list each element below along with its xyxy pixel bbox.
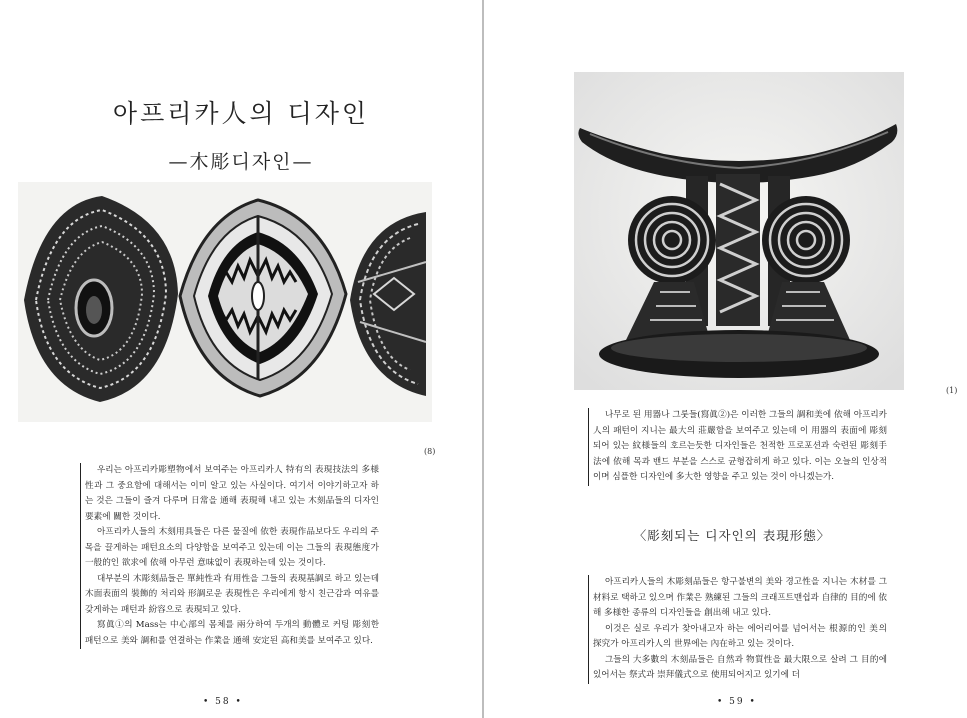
paragraph: 아프리카人들의 木彫刻品들은 항구불변의 美와 경고性을 지니는 木材를 그 材料로 택하고 있으며 作業은 熟練된 그들의 크래프트맨쉽과 自律的 目的에 依해 多様한 종류의 디자인들을 創出해 내고 있다. [593, 577, 887, 618]
paragraph: 이것은 실로 우리가 찾아내고자 하는 에어리어를 넘어서는 根源的인 美의 探究가 아프리카人의 世界에는 內在하고 있는 것이다. [593, 623, 887, 649]
figure-label: (8) [424, 447, 436, 456]
page-number: • 59 • [717, 697, 757, 707]
section-heading: 〈彫刻되는 디자인의 表現形態〉 [633, 528, 831, 543]
photo-carved-headrest [574, 72, 904, 390]
photo-carved-shields [18, 182, 432, 422]
paragraph: 아프리카人들의 木刻用具들은 다른 물질에 依한 表現作品보다도 우리의 주목을 끌게하는 패턴요소의 다양함을 보여주고 있는데 이는 그들의 表現態度가 一般的인 欲求에 依해 아무런 意味없이 表現하는데 있는 것이다. [85, 527, 379, 568]
concentric-disc-left-icon [628, 196, 716, 284]
shield-right-icon [350, 212, 426, 396]
article-title: 아프리카人의 디자인 [112, 99, 370, 128]
concentric-disc-right-icon [762, 196, 850, 284]
paragraph: 나무로 된 用器나 그룻들(寫眞②)은 이러한 그들의 調和美에 依해 아프리카人의 패턴이 지니는 最大의 莊嚴함을 보여주고 있는데 이 用器의 表面에 彫刻되어 있는 紋様들의 호르는듯한 디자인들은 천적한 프로포션과 숙련된 彫刻手法에 依해 목과 밴드 부분을 스스로 균형잡히게 하고 있다. 이는 오늘의 인상적이며 심플한 디자인에 多大한 영향을 주고 있는 것이 아니겠는가. [593, 410, 887, 482]
right-body-text [588, 575, 887, 684]
figure-label: (1) [946, 386, 958, 395]
headrest-illustration [574, 72, 904, 390]
shield-center-icon [180, 200, 346, 396]
zigzag-column-icon [716, 174, 760, 326]
carved-shields-illustration [18, 182, 432, 422]
paragraph: 우리는 아프리카彫塑物에서 보여주는 아프리카人 特有의 表現技法의 多様性과 그 중요함에 대해서는 이미 알고 있는 사실이다. 여기서 이야기하고자 하는 것은 그들이 즐겨 다루며 日常을 通해 表現해 내고 있는 木刻品들의 디자인要素에 關한 것이다. [85, 465, 379, 522]
shield-left-icon [24, 196, 178, 402]
left-body-text [80, 463, 379, 649]
paragraph: 그들의 大多數의 木刻品들은 自然과 物質性을 最大限으로 살려 그 目的에 있어서는 祭式과 崇拜儀式으로 使用되어지고 있기에 더 [593, 654, 887, 680]
left-page [0, 0, 482, 718]
paragraph: 寫眞①의 Mass는 中心部의 몸체를 兩分하여 두개의 動體로 커팅 彫刻한 패턴으로 美와 調和를 연결하는 作業을 通해 安定된 高和美를 보여주고 있다. [85, 620, 379, 646]
page-number: • 58 • [203, 697, 243, 707]
paragraph: 대부분의 木彫刻品들은 單純性과 有用性을 그들의 表現基調로 하고 있는데 木面表面의 裝飾的 처리와 形調로운 表現性은 우리에게 항시 친근감과 여유를 갖게하는 패턴과 紛容으로 表現되고 있다. [85, 573, 379, 615]
article-subtitle: —木彫디자인— [168, 151, 314, 173]
right-page [484, 0, 967, 718]
right-intro-text [588, 408, 887, 486]
